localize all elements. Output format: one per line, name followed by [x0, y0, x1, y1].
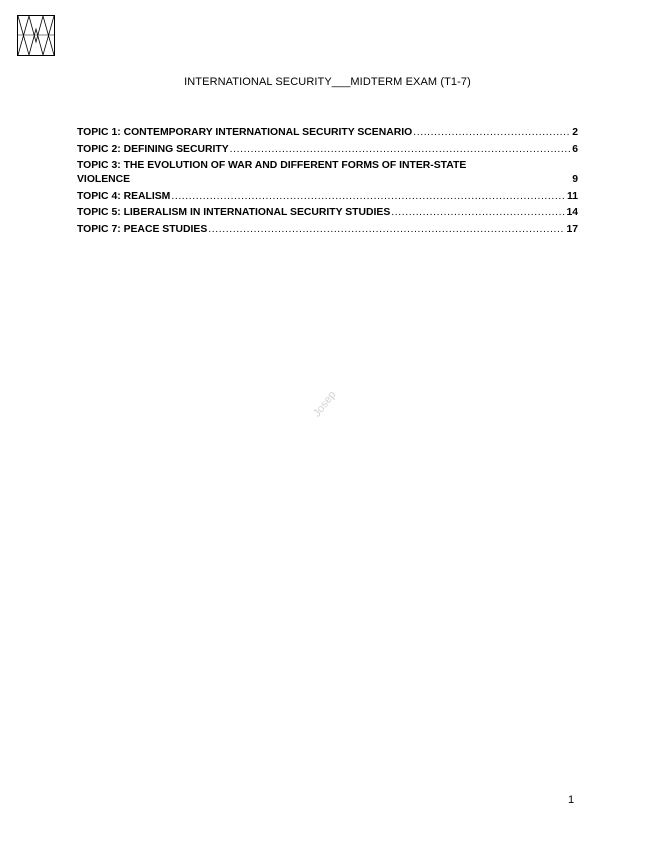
- toc-leader-dots: [171, 190, 566, 204]
- toc-entry-topic-4[interactable]: [77, 190, 578, 204]
- toc-entry-topic-3[interactable]: [77, 159, 578, 187]
- toc-entry-topic-5[interactable]: [77, 206, 578, 220]
- crossed-triangles-logo-icon: [17, 15, 55, 56]
- table-of-contents: [77, 126, 578, 239]
- document-logo: [17, 15, 55, 56]
- toc-entry-page: 9: [572, 174, 578, 185]
- toc-entry-page: 6: [572, 143, 578, 155]
- toc-entry-page: 11: [567, 190, 578, 202]
- toc-leader-dots: [230, 143, 572, 157]
- toc-entry-topic-1[interactable]: [77, 126, 578, 140]
- toc-entry-label: TOPIC 4: REALISM: [77, 190, 171, 202]
- toc-entry-label: TOPIC 2: DEFINING SECURITY: [77, 143, 229, 155]
- toc-leader-dots: [391, 206, 565, 220]
- watermark: Josep: [311, 388, 339, 420]
- toc-leader-dots: [413, 126, 571, 140]
- toc-entry-label-line-2: VIOLENCE: [77, 174, 131, 185]
- toc-entry-label: TOPIC 1: CONTEMPORARY INTERNATIONAL SECURITY SCENARIO: [77, 127, 413, 138]
- document-title: INTERNATIONAL SECURITY___MIDTERM EXAM (T1-7): [184, 76, 471, 88]
- toc-entry-page: 2: [572, 127, 578, 138]
- page-number: 1: [568, 794, 575, 806]
- toc-entry-label: TOPIC 7: PEACE STUDIES: [77, 223, 208, 235]
- toc-entry-topic-7[interactable]: [77, 223, 578, 237]
- toc-entry-page: 14: [566, 207, 578, 218]
- toc-entry-label-line-1: TOPIC 3: THE EVOLUTION OF WAR AND DIFFERENT FORMS OF INTER-STATE: [77, 160, 467, 171]
- toc-entry-label: TOPIC 5: LIBERALISM IN INTERNATIONAL SECURITY STUDIES: [77, 207, 391, 218]
- toc-leader-dots: [208, 223, 565, 237]
- toc-entry-topic-2[interactable]: [77, 143, 578, 157]
- toc-entry-page: 17: [566, 223, 578, 235]
